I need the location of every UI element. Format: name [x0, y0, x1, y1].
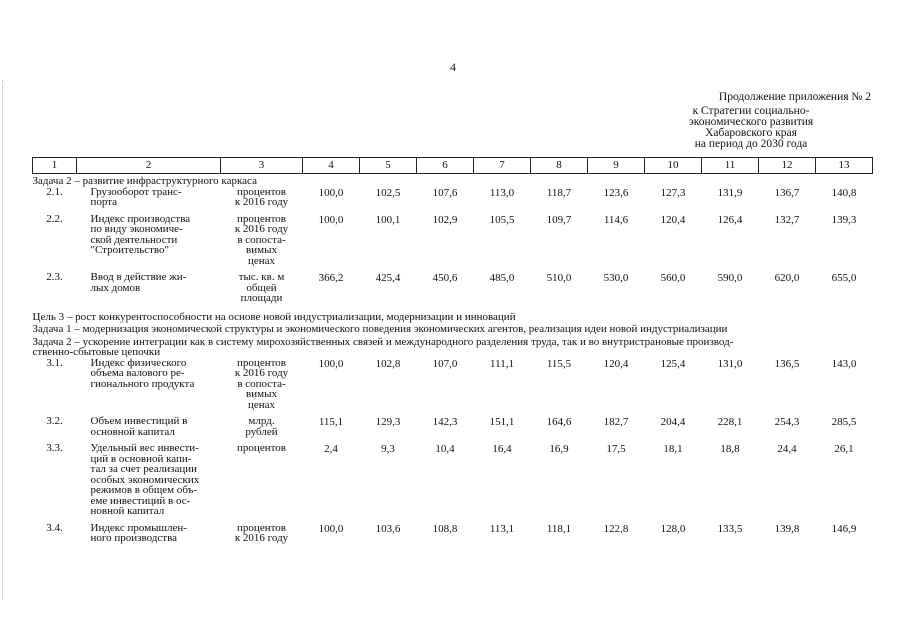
indicator-name [77, 416, 221, 437]
indicator-value: 655,0 [831, 272, 857, 284]
page-number: 4 [450, 60, 456, 74]
indicator-value: 126,4 [717, 213, 743, 226]
section-heading [33, 335, 873, 358]
indicator-value: 143,0 [831, 357, 857, 370]
cell-line: ценах [247, 398, 276, 411]
cell-line: тал за счет реализации [90, 463, 198, 475]
section-heading-text: ственно-сбытовые цепочки [32, 346, 161, 358]
indicator-unit [221, 416, 303, 437]
appendix-line: на период до 2030 года [694, 138, 808, 150]
indicator-value: 100,1 [375, 213, 401, 226]
indicator-value: 24,4 [777, 443, 797, 455]
indicator-value: 123,6 [603, 186, 629, 199]
indicator-name [77, 358, 221, 411]
cell-line: млрд. [248, 415, 275, 427]
section-heading [33, 174, 873, 187]
indicator-value: 108,8 [432, 522, 458, 535]
cell-line: Грузооборот транс- [90, 185, 182, 198]
cell-line: процентов [237, 356, 286, 369]
appendix-caption [631, 92, 871, 150]
indicator-value: 620,0 [774, 272, 800, 284]
indicators-table [32, 157, 873, 550]
cell-line: порта [90, 196, 118, 208]
indicator-value: 120,4 [660, 213, 686, 226]
indicator-name [77, 523, 221, 544]
cell-line: еме инвестиций в ос- [90, 494, 191, 507]
row-number: 3.3. [46, 442, 63, 454]
indicator-value: 228,1 [717, 416, 743, 428]
indicator-value: 105,5 [489, 213, 515, 226]
indicator-value: 136,7 [774, 186, 800, 199]
section-heading-text: Задача 2 – ускорение интеграции как в систему мирохозяйственных связей и международного разделения труда, так и во внутристрановые производ- [32, 335, 734, 348]
indicator-value: 425,4 [375, 272, 401, 284]
indicator-unit [221, 358, 303, 411]
row-number: 2.3. [46, 271, 63, 283]
cell-line: ций в основной капи- [90, 452, 192, 465]
indicator-value: 2,4 [324, 443, 338, 455]
indicator-value: 146,9 [831, 522, 857, 535]
table-row [33, 416, 873, 437]
cell-line: Индекс промышлен- [90, 521, 187, 534]
indicator-value: 560,0 [660, 272, 686, 284]
cell-line: основной капитал [90, 425, 175, 438]
column-header: 8 [531, 158, 588, 174]
indicator-value: 109,7 [546, 213, 572, 226]
indicator-value: 132,7 [774, 213, 800, 226]
column-header: 7 [474, 158, 531, 174]
indicator-value: 131,9 [717, 186, 743, 199]
indicator-value: 113,0 [489, 186, 515, 199]
indicator-value: 102,9 [432, 213, 458, 226]
indicator-value: 128,0 [660, 522, 686, 535]
indicator-value: 142,3 [432, 416, 458, 428]
indicator-unit [221, 214, 303, 267]
cell-line: к 2016 году [234, 223, 289, 235]
indicator-value: 510,0 [546, 272, 572, 284]
cell-line: ской деятельности [90, 233, 178, 246]
column-header: 10 [645, 158, 702, 174]
indicator-value: 100,0 [318, 357, 344, 370]
indicator-value: 100,0 [318, 186, 344, 199]
cell-line: рублей [245, 425, 278, 438]
section-heading-row [33, 310, 873, 323]
cell-line: Индекс производства [90, 212, 191, 225]
cell-line: к 2016 году [234, 196, 289, 208]
section-heading-row [33, 174, 873, 187]
indicator-value: 118,7 [546, 186, 572, 199]
indicator-value: 140,8 [831, 186, 857, 199]
indicator-unit [221, 523, 303, 544]
indicator-value: 113,1 [489, 522, 515, 535]
indicator-value: 111,1 [490, 357, 514, 370]
cell-line: ценах [247, 254, 276, 267]
table-row [33, 272, 873, 304]
indicator-value: 254,3 [774, 416, 800, 428]
table-row [33, 523, 873, 544]
table-body [33, 174, 873, 550]
row-number: 2.2. [46, 212, 63, 225]
appendix-title: Продолжение приложения № 2 [718, 91, 871, 103]
indicator-value: 485,0 [489, 272, 515, 284]
indicator-value: 530,0 [603, 272, 629, 284]
cell-line: процентов [237, 521, 286, 534]
section-heading-text: Задача 2 – развитие инфраструктурного каркаса [32, 175, 257, 187]
indicator-value: 122,8 [603, 522, 629, 535]
row-number: 3.1. [46, 356, 63, 369]
indicator-value: 115,5 [546, 357, 572, 370]
indicator-value: 139,8 [774, 522, 800, 535]
section-heading-row [33, 322, 873, 335]
cell-line: новной капитал [90, 505, 165, 517]
column-header: 13 [816, 158, 873, 174]
indicator-value: 18,8 [720, 443, 740, 455]
row-spacer [33, 544, 873, 550]
cell-line: процентов [237, 185, 286, 198]
indicator-value: 107,0 [432, 357, 458, 370]
indicator-value: 125,4 [660, 357, 686, 370]
indicator-value: 100,0 [318, 213, 344, 226]
appendix-line: к Стратегии социально- [692, 105, 810, 117]
indicator-value: 18,1 [663, 443, 683, 455]
indicator-value: 204,4 [660, 416, 686, 428]
table-row [33, 187, 873, 208]
cell-line: Индекс физического [90, 356, 187, 369]
column-header: 3 [221, 158, 303, 174]
indicator-unit [221, 187, 303, 208]
indicator-value: 129,3 [375, 416, 401, 428]
row-spacer-cell [33, 544, 873, 550]
cell-line: по виду экономиче- [90, 223, 183, 235]
indicator-value: 450,6 [432, 272, 458, 284]
indicator-value: 26,1 [834, 443, 854, 455]
indicator-name [77, 187, 221, 208]
column-header: 12 [759, 158, 816, 174]
indicator-value: 151,1 [489, 416, 515, 428]
table-header-row [33, 158, 873, 174]
indicator-value: 590,0 [717, 272, 743, 284]
indicator-value: 115,1 [318, 416, 344, 428]
cell-line: Удельный вес инвести- [90, 442, 199, 454]
cell-line: к 2016 году [234, 532, 289, 544]
indicator-value: 10,4 [435, 443, 455, 455]
column-header: 9 [588, 158, 645, 174]
cell-line: площади [240, 292, 283, 304]
indicator-value: 103,6 [375, 522, 401, 535]
cell-line: процентов [237, 212, 286, 225]
row-number: 2.1. [46, 185, 63, 198]
indicator-value: 127,3 [660, 186, 686, 199]
indicator-value: 120,4 [603, 357, 629, 370]
column-header: 5 [360, 158, 417, 174]
section-heading-text: Задача 1 – модернизация экономической структуры и экономического поведения экономических агентов, реализация идеи новой индустриализации [32, 323, 728, 335]
indicator-value: 114,6 [603, 213, 629, 226]
appendix-line: Хабаровского края [705, 127, 797, 139]
indicator-name [77, 214, 221, 267]
indicator-value: 139,3 [831, 213, 857, 226]
row-number: 3.2. [46, 415, 63, 427]
indicator-unit [221, 443, 303, 517]
column-header: 11 [702, 158, 759, 174]
row-number: 3.4. [46, 521, 63, 534]
column-header: 2 [77, 158, 221, 174]
column-header: 4 [303, 158, 360, 174]
section-heading-row [33, 335, 873, 358]
cell-line: к 2016 году [234, 367, 289, 379]
indicator-value: 9,3 [381, 443, 395, 455]
indicator-value: 133,5 [717, 522, 743, 535]
indicator-value: 17,5 [606, 443, 626, 455]
indicator-value: 107,6 [432, 186, 458, 199]
scan-edge-marks [2, 80, 6, 600]
section-heading [33, 322, 873, 335]
cell-line: вимых [246, 388, 277, 400]
section-heading [33, 310, 873, 323]
table-row [33, 358, 873, 411]
column-header: 6 [417, 158, 474, 174]
column-header: 1 [33, 158, 77, 174]
table-row [33, 214, 873, 267]
cell-line: Объем инвестиций в [90, 415, 188, 427]
indicator-value: 164,6 [546, 416, 572, 428]
cell-line: в сопоста- [237, 233, 286, 246]
indicator-value: 100,0 [318, 522, 344, 535]
cell-line: особых экономических [90, 473, 200, 486]
cell-line: в сопоста- [237, 377, 286, 390]
indicator-value: 366,2 [318, 272, 344, 284]
indicator-value: 16,4 [492, 443, 512, 455]
cell-line: объема валового ре- [90, 367, 185, 379]
indicator-value: 136,5 [774, 357, 800, 370]
cell-line: "Строительство" [90, 244, 170, 256]
indicator-value: 285,5 [831, 416, 857, 428]
cell-line: общей [246, 281, 277, 294]
indicator-value: 102,5 [375, 186, 401, 199]
cell-line: тыс. кв. м [238, 271, 285, 283]
indicator-value: 131,0 [717, 357, 743, 370]
cell-line: режимов в общем объ- [90, 484, 198, 496]
indicator-name [77, 443, 221, 517]
cell-line: Ввод в действие жи- [90, 271, 187, 283]
cell-line: лых домов [90, 281, 141, 294]
indicator-value: 16,9 [549, 443, 569, 455]
indicator-value: 102,8 [375, 357, 401, 370]
cell-line: ного производства [90, 532, 178, 544]
cell-line: вимых [246, 244, 277, 256]
table-row [33, 443, 873, 517]
appendix-line: экономического развития [688, 116, 814, 128]
indicator-value: 118,1 [546, 522, 572, 535]
section-heading-text: Цель 3 – рост конкурентоспособности на основе новой индустриализации, модернизации и инноваций [32, 310, 516, 323]
indicator-unit [221, 272, 303, 304]
indicator-name [77, 272, 221, 304]
indicator-value: 182,7 [603, 416, 629, 428]
cell-line: процентов [237, 442, 286, 454]
cell-line: гионального продукта [90, 377, 195, 390]
